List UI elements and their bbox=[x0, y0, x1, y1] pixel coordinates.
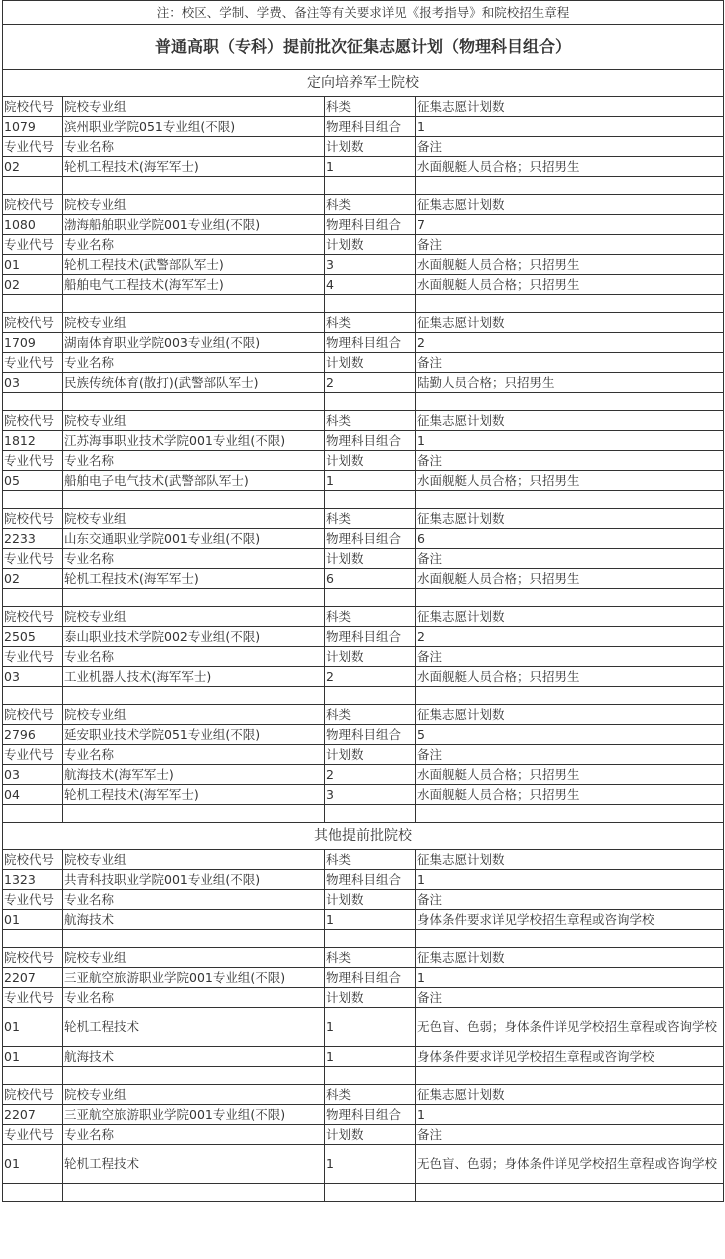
major-remark: 身体条件要求详见学校招生章程或咨询学校 bbox=[416, 910, 724, 930]
group-data-row bbox=[3, 968, 724, 988]
header-plan-total: 征集志愿计划数 bbox=[416, 705, 724, 725]
header-school-group: 院校专业组 bbox=[63, 97, 325, 117]
spacer-cell bbox=[63, 393, 325, 411]
header-category: 科类 bbox=[325, 411, 416, 431]
section-header-row bbox=[3, 70, 724, 97]
header-remark: 备注 bbox=[416, 235, 724, 255]
major-code: 02 bbox=[3, 157, 63, 177]
header-school-group: 院校专业组 bbox=[63, 313, 325, 333]
major-code: 01 bbox=[3, 1145, 63, 1184]
header-plan-count: 计划数 bbox=[325, 1125, 416, 1145]
major-row bbox=[3, 275, 724, 295]
school-group-name: 共青科技职业学院001专业组(不限) bbox=[63, 870, 325, 890]
major-name: 轮机工程技术(海军军士) bbox=[63, 157, 325, 177]
major-header-row bbox=[3, 137, 724, 157]
header-category: 科类 bbox=[325, 607, 416, 627]
header-major-code: 专业代号 bbox=[3, 890, 63, 910]
header-major-code: 专业代号 bbox=[3, 988, 63, 1008]
major-plan-count: 2 bbox=[325, 765, 416, 785]
header-major-name: 专业名称 bbox=[63, 890, 325, 910]
school-group-name: 滨州职业学院051专业组(不限) bbox=[63, 117, 325, 137]
spacer-cell bbox=[63, 687, 325, 705]
plan-total: 6 bbox=[416, 529, 724, 549]
school-code: 1323 bbox=[3, 870, 63, 890]
header-remark: 备注 bbox=[416, 549, 724, 569]
school-group-name: 三亚航空旅游职业学院001专业组(不限) bbox=[63, 1105, 325, 1125]
group-header-row bbox=[3, 948, 724, 968]
header-major-code: 专业代号 bbox=[3, 137, 63, 157]
spacer-row bbox=[3, 393, 724, 411]
subject-category: 物理科目组合 bbox=[325, 725, 416, 745]
group-header-row bbox=[3, 313, 724, 333]
group-header-row bbox=[3, 97, 724, 117]
major-plan-count: 1 bbox=[325, 471, 416, 491]
subject-category: 物理科目组合 bbox=[325, 1105, 416, 1125]
major-name: 民族传统体育(散打)(武警部队军士) bbox=[63, 373, 325, 393]
group-header-row bbox=[3, 411, 724, 431]
group-header-row bbox=[3, 1085, 724, 1105]
header-school-group: 院校专业组 bbox=[63, 1085, 325, 1105]
major-plan-count: 3 bbox=[325, 255, 416, 275]
major-row bbox=[3, 1047, 724, 1067]
header-school-group: 院校专业组 bbox=[63, 411, 325, 431]
major-plan-count: 6 bbox=[325, 569, 416, 589]
spacer-cell bbox=[416, 393, 724, 411]
major-header-row bbox=[3, 353, 724, 373]
major-remark: 水面舰艇人员合格；只招男生 bbox=[416, 275, 724, 295]
major-remark: 水面舰艇人员合格；只招男生 bbox=[416, 765, 724, 785]
major-name: 船舶电子电气技术(武警部队军士) bbox=[63, 471, 325, 491]
spacer-cell bbox=[325, 805, 416, 823]
major-name: 航海技术 bbox=[63, 1047, 325, 1067]
spacer-row bbox=[3, 491, 724, 509]
spacer-cell bbox=[63, 805, 325, 823]
major-plan-count: 1 bbox=[325, 910, 416, 930]
major-plan-count: 4 bbox=[325, 275, 416, 295]
spacer-cell bbox=[3, 1184, 63, 1202]
group-header-row bbox=[3, 195, 724, 215]
subject-category: 物理科目组合 bbox=[325, 117, 416, 137]
spacer-cell bbox=[3, 177, 63, 195]
header-plan-total: 征集志愿计划数 bbox=[416, 850, 724, 870]
header-plan-total: 征集志愿计划数 bbox=[416, 1085, 724, 1105]
header-school-code: 院校代号 bbox=[3, 97, 63, 117]
header-remark: 备注 bbox=[416, 137, 724, 157]
major-plan-count: 2 bbox=[325, 373, 416, 393]
major-code: 03 bbox=[3, 765, 63, 785]
header-remark: 备注 bbox=[416, 988, 724, 1008]
major-row bbox=[3, 910, 724, 930]
group-data-row bbox=[3, 1105, 724, 1125]
major-row bbox=[3, 255, 724, 275]
major-name: 轮机工程技术(武警部队军士) bbox=[63, 255, 325, 275]
header-plan-count: 计划数 bbox=[325, 235, 416, 255]
spacer-cell bbox=[3, 393, 63, 411]
major-row bbox=[3, 1008, 724, 1047]
group-data-row bbox=[3, 333, 724, 353]
major-remark: 水面舰艇人员合格；只招男生 bbox=[416, 667, 724, 687]
major-row bbox=[3, 569, 724, 589]
subject-category: 物理科目组合 bbox=[325, 870, 416, 890]
major-row bbox=[3, 667, 724, 687]
major-name: 航海技术(海军军士) bbox=[63, 765, 325, 785]
header-school-code: 院校代号 bbox=[3, 411, 63, 431]
major-remark: 水面舰艇人员合格；只招男生 bbox=[416, 471, 724, 491]
header-major-code: 专业代号 bbox=[3, 451, 63, 471]
spacer-cell bbox=[3, 687, 63, 705]
major-remark: 水面舰艇人员合格；只招男生 bbox=[416, 785, 724, 805]
header-plan-count: 计划数 bbox=[325, 890, 416, 910]
school-group-name: 渤海船舶职业学院001专业组(不限) bbox=[63, 215, 325, 235]
school-code: 2207 bbox=[3, 1105, 63, 1125]
header-remark: 备注 bbox=[416, 353, 724, 373]
header-plan-total: 征集志愿计划数 bbox=[416, 97, 724, 117]
major-row bbox=[3, 785, 724, 805]
spacer-cell bbox=[416, 491, 724, 509]
major-code: 02 bbox=[3, 569, 63, 589]
section-header-row bbox=[3, 823, 724, 850]
header-plan-total: 征集志愿计划数 bbox=[416, 195, 724, 215]
school-code: 2233 bbox=[3, 529, 63, 549]
header-remark: 备注 bbox=[416, 890, 724, 910]
header-plan-count: 计划数 bbox=[325, 451, 416, 471]
spacer-cell bbox=[63, 491, 325, 509]
major-name: 轮机工程技术(海军军士) bbox=[63, 785, 325, 805]
major-code: 03 bbox=[3, 373, 63, 393]
spacer-cell bbox=[416, 805, 724, 823]
major-plan-count: 2 bbox=[325, 667, 416, 687]
group-data-row bbox=[3, 431, 724, 451]
header-school-group: 院校专业组 bbox=[63, 509, 325, 529]
section-title: 定向培养军士院校 bbox=[3, 70, 724, 97]
spacer-row bbox=[3, 687, 724, 705]
major-header-row bbox=[3, 1125, 724, 1145]
header-school-code: 院校代号 bbox=[3, 607, 63, 627]
spacer-cell bbox=[63, 930, 325, 948]
spacer-row bbox=[3, 1067, 724, 1085]
spacer-row bbox=[3, 177, 724, 195]
plan-total: 2 bbox=[416, 333, 724, 353]
group-header-row bbox=[3, 850, 724, 870]
major-header-row bbox=[3, 988, 724, 1008]
spacer-cell bbox=[416, 177, 724, 195]
enrollment-plan-document bbox=[2, 0, 723, 1202]
plan-total: 1 bbox=[416, 1105, 724, 1125]
plan-total: 1 bbox=[416, 968, 724, 988]
header-school-code: 院校代号 bbox=[3, 850, 63, 870]
major-code: 02 bbox=[3, 275, 63, 295]
header-major-name: 专业名称 bbox=[63, 1125, 325, 1145]
spacer-cell bbox=[325, 1184, 416, 1202]
header-major-name: 专业名称 bbox=[63, 451, 325, 471]
group-data-row bbox=[3, 117, 724, 137]
header-major-name: 专业名称 bbox=[63, 235, 325, 255]
major-name: 轮机工程技术 bbox=[63, 1008, 325, 1047]
header-school-group: 院校专业组 bbox=[63, 705, 325, 725]
plan-total: 2 bbox=[416, 627, 724, 647]
header-school-code: 院校代号 bbox=[3, 705, 63, 725]
major-remark: 无色盲、色弱；身体条件详见学校招生章程或咨询学校 bbox=[416, 1145, 724, 1184]
plan-total: 5 bbox=[416, 725, 724, 745]
major-row bbox=[3, 1145, 724, 1184]
plan-total: 1 bbox=[416, 117, 724, 137]
spacer-cell bbox=[416, 930, 724, 948]
major-plan-count: 1 bbox=[325, 1008, 416, 1047]
subject-category: 物理科目组合 bbox=[325, 968, 416, 988]
major-code: 01 bbox=[3, 1008, 63, 1047]
spacer-cell bbox=[63, 589, 325, 607]
subject-category: 物理科目组合 bbox=[325, 627, 416, 647]
spacer-cell bbox=[325, 1067, 416, 1085]
school-code: 2505 bbox=[3, 627, 63, 647]
major-remark: 身体条件要求详见学校招生章程或咨询学校 bbox=[416, 1047, 724, 1067]
major-code: 01 bbox=[3, 255, 63, 275]
major-remark: 陆勤人员合格；只招男生 bbox=[416, 373, 724, 393]
header-plan-total: 征集志愿计划数 bbox=[416, 313, 724, 333]
major-header-row bbox=[3, 647, 724, 667]
title-row bbox=[3, 25, 724, 70]
spacer-cell bbox=[416, 1067, 724, 1085]
spacer-cell bbox=[63, 177, 325, 195]
major-plan-count: 3 bbox=[325, 785, 416, 805]
header-plan-count: 计划数 bbox=[325, 647, 416, 667]
major-plan-count: 1 bbox=[325, 1145, 416, 1184]
major-name: 轮机工程技术(海军军士) bbox=[63, 569, 325, 589]
spacer-cell bbox=[416, 295, 724, 313]
header-category: 科类 bbox=[325, 850, 416, 870]
school-code: 2796 bbox=[3, 725, 63, 745]
major-row bbox=[3, 765, 724, 785]
header-category: 科类 bbox=[325, 705, 416, 725]
spacer-row bbox=[3, 295, 724, 313]
school-group-name: 延安职业技术学院051专业组(不限) bbox=[63, 725, 325, 745]
header-major-name: 专业名称 bbox=[63, 647, 325, 667]
spacer-row bbox=[3, 930, 724, 948]
major-name: 工业机器人技术(海军军士) bbox=[63, 667, 325, 687]
plan-total: 7 bbox=[416, 215, 724, 235]
header-school-code: 院校代号 bbox=[3, 195, 63, 215]
section-title: 其他提前批院校 bbox=[3, 823, 724, 850]
major-remark: 水面舰艇人员合格；只招男生 bbox=[416, 157, 724, 177]
major-header-row bbox=[3, 745, 724, 765]
spacer-row bbox=[3, 1184, 724, 1202]
major-header-row bbox=[3, 451, 724, 471]
header-major-code: 专业代号 bbox=[3, 647, 63, 667]
major-name: 船舶电气工程技术(海军军士) bbox=[63, 275, 325, 295]
header-category: 科类 bbox=[325, 1085, 416, 1105]
spacer-cell bbox=[325, 295, 416, 313]
header-major-name: 专业名称 bbox=[63, 745, 325, 765]
header-major-code: 专业代号 bbox=[3, 745, 63, 765]
major-header-row bbox=[3, 549, 724, 569]
header-major-code: 专业代号 bbox=[3, 353, 63, 373]
spacer-cell bbox=[63, 1184, 325, 1202]
spacer-cell bbox=[63, 295, 325, 313]
header-plan-total: 征集志愿计划数 bbox=[416, 607, 724, 627]
header-school-code: 院校代号 bbox=[3, 948, 63, 968]
note-text: 注：校区、学制、学费、备注等有关要求详见《报考指导》和院校招生章程 bbox=[3, 1, 724, 25]
header-remark: 备注 bbox=[416, 745, 724, 765]
spacer-cell bbox=[3, 491, 63, 509]
header-plan-count: 计划数 bbox=[325, 353, 416, 373]
spacer-cell bbox=[3, 805, 63, 823]
header-major-name: 专业名称 bbox=[63, 549, 325, 569]
group-header-row bbox=[3, 509, 724, 529]
school-group-name: 三亚航空旅游职业学院001专业组(不限) bbox=[63, 968, 325, 988]
major-code: 03 bbox=[3, 667, 63, 687]
header-school-group: 院校专业组 bbox=[63, 607, 325, 627]
school-code: 1812 bbox=[3, 431, 63, 451]
school-group-name: 泰山职业技术学院002专业组(不限) bbox=[63, 627, 325, 647]
spacer-cell bbox=[3, 295, 63, 313]
spacer-row bbox=[3, 589, 724, 607]
spacer-cell bbox=[325, 930, 416, 948]
major-remark: 无色盲、色弱；身体条件详见学校招生章程或咨询学校 bbox=[416, 1008, 724, 1047]
major-code: 05 bbox=[3, 471, 63, 491]
note-row bbox=[3, 1, 724, 25]
enrollment-plan-table bbox=[2, 0, 724, 1202]
spacer-cell bbox=[325, 177, 416, 195]
header-category: 科类 bbox=[325, 948, 416, 968]
group-data-row bbox=[3, 725, 724, 745]
major-plan-count: 1 bbox=[325, 157, 416, 177]
major-code: 01 bbox=[3, 1047, 63, 1067]
major-header-row bbox=[3, 890, 724, 910]
spacer-cell bbox=[3, 1067, 63, 1085]
header-remark: 备注 bbox=[416, 451, 724, 471]
header-remark: 备注 bbox=[416, 647, 724, 667]
spacer-cell bbox=[3, 589, 63, 607]
header-school-code: 院校代号 bbox=[3, 1085, 63, 1105]
plan-total: 1 bbox=[416, 431, 724, 451]
header-major-name: 专业名称 bbox=[63, 353, 325, 373]
header-plan-total: 征集志愿计划数 bbox=[416, 509, 724, 529]
header-category: 科类 bbox=[325, 313, 416, 333]
group-data-row bbox=[3, 870, 724, 890]
header-school-group: 院校专业组 bbox=[63, 195, 325, 215]
school-code: 1709 bbox=[3, 333, 63, 353]
header-school-group: 院校专业组 bbox=[63, 948, 325, 968]
plan-total: 1 bbox=[416, 870, 724, 890]
major-name: 轮机工程技术 bbox=[63, 1145, 325, 1184]
subject-category: 物理科目组合 bbox=[325, 333, 416, 353]
major-code: 01 bbox=[3, 910, 63, 930]
header-remark: 备注 bbox=[416, 1125, 724, 1145]
group-data-row bbox=[3, 215, 724, 235]
spacer-cell bbox=[416, 687, 724, 705]
page-title: 普通高职（专科）提前批次征集志愿计划（物理科目组合） bbox=[3, 25, 724, 70]
subject-category: 物理科目组合 bbox=[325, 529, 416, 549]
header-plan-total: 征集志愿计划数 bbox=[416, 948, 724, 968]
subject-category: 物理科目组合 bbox=[325, 431, 416, 451]
subject-category: 物理科目组合 bbox=[325, 215, 416, 235]
school-code: 2207 bbox=[3, 968, 63, 988]
header-category: 科类 bbox=[325, 195, 416, 215]
header-major-code: 专业代号 bbox=[3, 1125, 63, 1145]
header-major-name: 专业名称 bbox=[63, 988, 325, 1008]
school-code: 1079 bbox=[3, 117, 63, 137]
header-school-group: 院校专业组 bbox=[63, 850, 325, 870]
spacer-cell bbox=[3, 930, 63, 948]
spacer-row bbox=[3, 805, 724, 823]
header-school-code: 院校代号 bbox=[3, 509, 63, 529]
header-major-code: 专业代号 bbox=[3, 549, 63, 569]
spacer-cell bbox=[325, 687, 416, 705]
header-plan-count: 计划数 bbox=[325, 137, 416, 157]
major-row bbox=[3, 471, 724, 491]
header-plan-count: 计划数 bbox=[325, 745, 416, 765]
group-header-row bbox=[3, 705, 724, 725]
header-school-code: 院校代号 bbox=[3, 313, 63, 333]
major-row bbox=[3, 373, 724, 393]
header-plan-total: 征集志愿计划数 bbox=[416, 411, 724, 431]
spacer-cell bbox=[325, 393, 416, 411]
major-row bbox=[3, 157, 724, 177]
group-header-row bbox=[3, 607, 724, 627]
major-header-row bbox=[3, 235, 724, 255]
header-major-code: 专业代号 bbox=[3, 235, 63, 255]
header-category: 科类 bbox=[325, 509, 416, 529]
spacer-cell bbox=[325, 589, 416, 607]
major-plan-count: 1 bbox=[325, 1047, 416, 1067]
header-plan-count: 计划数 bbox=[325, 988, 416, 1008]
school-code: 1080 bbox=[3, 215, 63, 235]
school-group-name: 山东交通职业学院001专业组(不限) bbox=[63, 529, 325, 549]
group-data-row bbox=[3, 627, 724, 647]
spacer-cell bbox=[63, 1067, 325, 1085]
header-category: 科类 bbox=[325, 97, 416, 117]
school-group-name: 江苏海事职业技术学院001专业组(不限) bbox=[63, 431, 325, 451]
spacer-cell bbox=[325, 491, 416, 509]
header-plan-count: 计划数 bbox=[325, 549, 416, 569]
school-group-name: 湖南体育职业学院003专业组(不限) bbox=[63, 333, 325, 353]
major-remark: 水面舰艇人员合格；只招男生 bbox=[416, 255, 724, 275]
major-remark: 水面舰艇人员合格；只招男生 bbox=[416, 569, 724, 589]
header-major-name: 专业名称 bbox=[63, 137, 325, 157]
major-code: 04 bbox=[3, 785, 63, 805]
major-name: 航海技术 bbox=[63, 910, 325, 930]
spacer-cell bbox=[416, 589, 724, 607]
spacer-cell bbox=[416, 1184, 724, 1202]
group-data-row bbox=[3, 529, 724, 549]
